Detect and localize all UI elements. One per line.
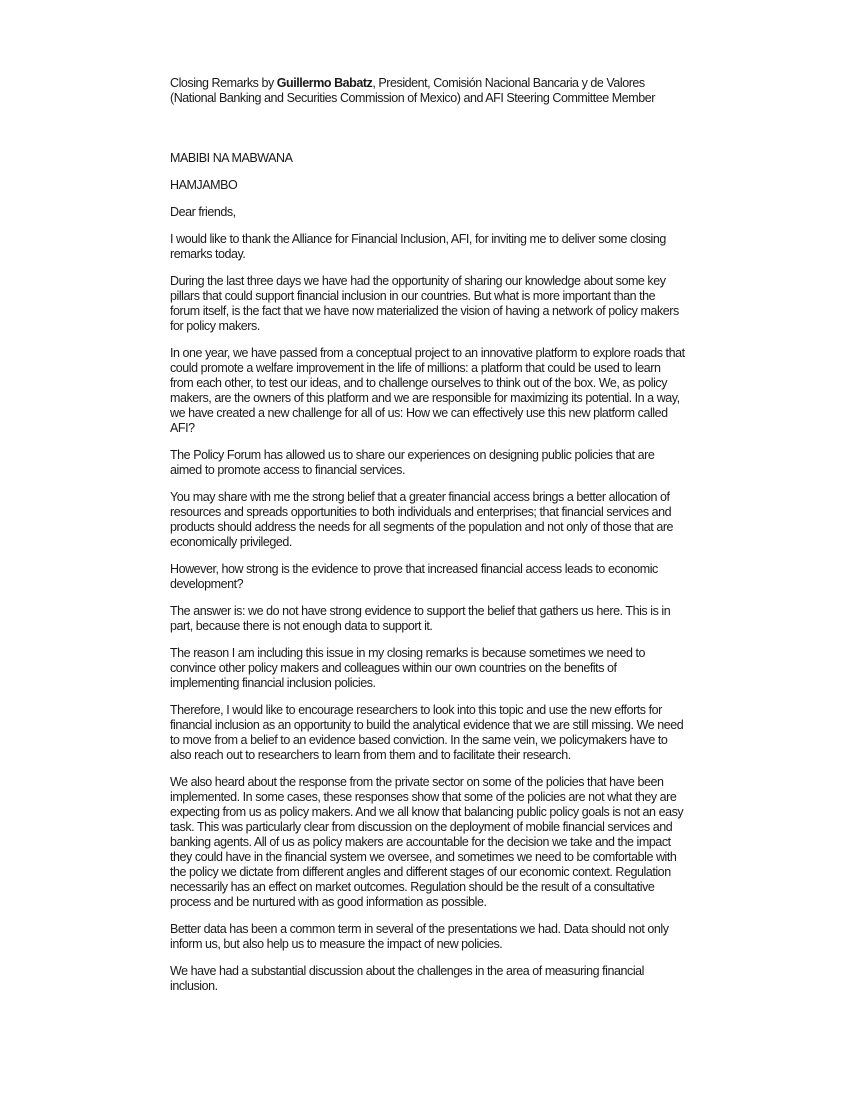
paragraph: The answer is: we do not have strong evidence to support the belief that gathers us here. This is in part, because there is not enough data to support it. [170,604,671,633]
paragraph: Dear friends, [170,205,236,219]
paragraph: However, how strong is the evidence to prove that increased financial access leads to economic development? [170,562,658,591]
paragraph: Better data has been a common term in several of the presentations we had. Data should not only inform us, but also help us to measure the impact of new policies. [170,922,669,951]
paragraph: I would like to thank the Alliance for Financial Inclusion, AFI, for inviting me to deliver some closing remarks today. [170,232,666,261]
paragraph: MABIBI NA MABWANA [170,151,293,165]
paragraph: In one year, we have passed from a conceptual project to an innovative platform to explore roads that could promote a welfare improvement in the life of millions: a platform that could be used to learn from each other, to test our ideas, and to challenge ourselves to think out of the box. We, as policy makers, are the owners of this platform and we are responsible for maximizing its potential. In a way, we have created a new challenge for all of us: How we can effectively use this new platform called AFI? [170,346,685,435]
document-title [170,76,686,106]
paragraph: We have had a substantial discussion about the challenges in the area of measuring financial inclusion. [170,964,644,993]
paragraph: The reason I am including this issue in my closing remarks is because sometimes we need to convince other policy makers and colleagues within our own countries on the benefits of implementing financial inclusion policies. [170,646,646,690]
paragraph: Therefore, I would like to encourage researchers to look into this topic and use the new efforts for financial inclusion as an opportunity to build the analytical evidence that we are still missing. We need to move from a belief to an evidence based conviction. In the same vein, we policymakers have to also reach out to researchers to learn from them and to facilitate their research. [170,703,684,762]
title-author-name: Guillermo Babatz [276,76,373,90]
paragraph: We also heard about the response from the private sector on some of the policies that have been implemented. In some cases, these responses show that some of the policies are not what they are expecting from us as policy makers. And we all know that balancing public policy goals is not an easy task. This was particularly clear from discussion on the deployment of mobile financial services and banking agents. All of us as policy makers are accountable for the decision we take and the impact they could have in the financial system we oversee, and sometimes we need to be comfortable with the policy we dictate from different angles and different stages of our economic context. Regulation necessarily has an effect on market outcomes. Regulation should be the result of a consultative process and be nurtured with as good information as possible. [170,775,684,909]
paragraph-list [170,151,686,994]
paragraph: HAMJAMBO [170,178,238,192]
document-body [170,76,686,994]
paragraph: The Policy Forum has allowed us to share our experiences on designing public policies that are aimed to promote access to financial services. [170,448,655,477]
paragraph: You may share with me the strong belief that a greater financial access brings a better allocation of resources and spreads opportunities to both individuals and enterprises; that financial services and products should address the needs for all segments of the population and not only of those that are economically privileged. [170,490,674,549]
paragraph: During the last three days we have had the opportunity of sharing our knowledge about some key pillars that could support financial inclusion in our countries. But what is more important than the forum itself, is the fact that we have now materialized the vision of having a network of policy makers for policy makers. [170,274,679,333]
title-text-pre: Closing Remarks by [170,76,277,90]
title-text-post: , President, Comisión Nacional Bancaria y de Valores (National Banking and Securities Commission of Mexico) and AFI Steering Committee Member [170,76,655,105]
